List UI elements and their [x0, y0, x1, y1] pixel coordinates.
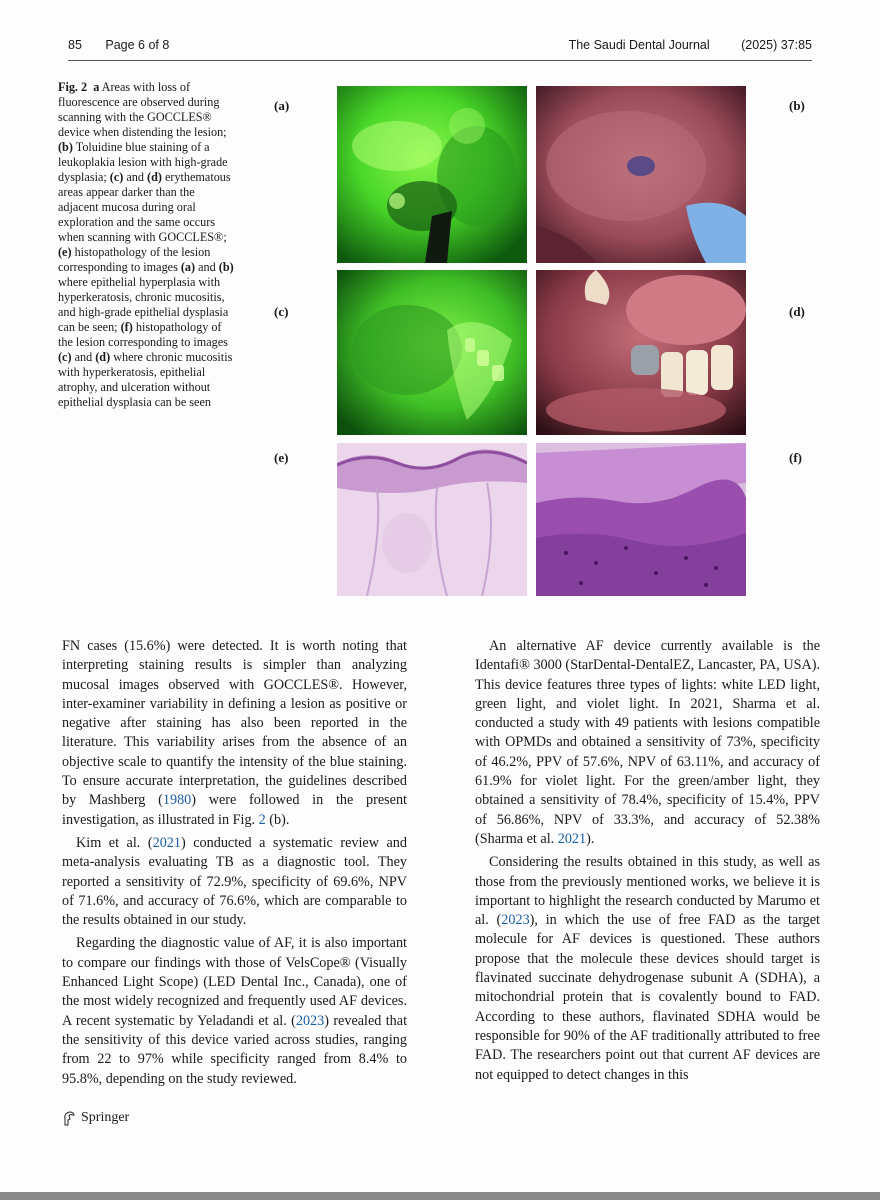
figure-panel-b-toluidine-image: [536, 86, 746, 263]
paragraph: [475, 637, 820, 849]
figure-panel-f-histology-image: [536, 443, 746, 596]
caption-fig-label: Fig. 2: [58, 80, 88, 94]
caption-e: (e): [58, 245, 72, 259]
paragraph-text: Kim et al. (: [76, 834, 153, 851]
caption-text: and: [123, 170, 148, 184]
caption-text: Toluidine blue staining of a leukoplakia lesion with high-grade dysplasia;: [58, 140, 228, 184]
figure-label-c: (c): [274, 304, 289, 319]
body-column-left: [62, 637, 407, 1089]
citation-link[interactable]: 2021: [152, 834, 181, 851]
viewer-bottom-bar: [0, 1192, 880, 1200]
year-volume: (2025) 37:85: [741, 38, 812, 52]
paragraph: [62, 834, 407, 930]
figure-label-f: (f): [789, 450, 802, 465]
running-header: [68, 38, 812, 58]
figure-link[interactable]: 2: [258, 811, 266, 828]
citation-link[interactable]: 2023: [501, 912, 530, 929]
paragraph-text: ) were followed in the present investigation, as illustrated in Fig.: [62, 792, 407, 828]
springer-horse-icon: [62, 1110, 76, 1126]
figure-panel-e-histology-image: [337, 443, 527, 596]
citation-link[interactable]: 1980: [162, 792, 192, 809]
paragraph: [475, 853, 820, 1085]
figure-label-a: (a): [274, 98, 290, 113]
figure-label-d: (d): [789, 304, 805, 319]
page-of: Page 6 of 8: [105, 38, 170, 52]
caption-c: (c): [58, 350, 72, 364]
paragraph-text: Regarding the diagnostic value of AF, it is also important to compare our findings with those of VelsCope® (Visually Enhanced Light Scope) (LED Dental Inc., Canada), one of the most widely recognized and frequently used AF devices. A recent systematic by Yeladandi et al. (: [62, 935, 407, 1029]
caption-d: (d): [147, 170, 162, 184]
body-column-right: [475, 637, 820, 1085]
publisher-footer: [62, 1110, 129, 1126]
caption-text: Areas with loss of fluorescence are observed during scanning with the GOCCLES® device when distending the lesion;: [58, 80, 227, 139]
paragraph-text: (b).: [265, 811, 290, 828]
caption-a: a: [93, 80, 100, 94]
caption-c: (c): [109, 170, 124, 184]
citation-link[interactable]: 2021: [557, 830, 587, 847]
caption-text: where epithelial hyperplasia with hyperkeratosis, chronic mucositis, and high-grade epithelial dysplasia can be seen;: [58, 275, 229, 334]
figure-panel-d-clinical-image: [536, 270, 746, 435]
publisher-name: Springer: [81, 1110, 130, 1125]
paragraph-text: An alternative AF device currently available is the Identafi® 3000 (StarDental-DentalEZ, Lancaster, PA, USA). This device features three types of lights: white LED light, green light, and violet light. In 2021, Sharma et al. conducted a study with 49 patients with lesions compatible with OPMDs and obtained a sensitivity of 73%, specificity of 46.2%, PPV of 57.6%, NPV of 63.11%, and accuracy of 61.9% for violet light. For the green/amber light, they obtained a sensitivity of 78.4%, specificity of 15.4%, PPV of 56.86%, NPV of 33.3%, and accuracy of 52.38% (Sharma et al.: [475, 638, 820, 847]
page-number: 85: [68, 38, 82, 52]
paragraph-text: ) conducted a systematic review and meta-analysis evaluating TB as a diagnostic tool. They reported a sensitivity of 72.9%, specificity of 69.6%, NPV of 71.6%, and accuracy of 76.6%, which are comparable to the results obtained in our study.: [62, 834, 407, 929]
caption-text: histopathology of the lesion corresponding to images: [58, 245, 211, 274]
journal-name: The Saudi Dental Journal: [568, 38, 710, 52]
caption-b: (b): [58, 140, 73, 154]
figure-panel-c-fluorescence-image: [337, 270, 527, 435]
caption-b: (b): [218, 260, 234, 274]
paragraph: [62, 637, 407, 830]
header-rule: [68, 60, 812, 61]
caption-text: erythematous areas appear darker than the adjacent mucosa during oral exploration and the same occurs when scanning with GOCCLES®;: [58, 170, 231, 244]
citation-link[interactable]: 2023: [295, 1012, 325, 1029]
caption-f: (f): [120, 320, 133, 334]
paragraph-text: FN cases (15.6%) were detected. It is worth noting that interpreting staining results is simpler than analyzing mucosal images observed with GOCCLES®. However, inter-examiner variability in defining a lesion as positive or negative after staining has also been reported in the literature. This variability arises from the absence of an objective scale to quantify the intensity of the blue staining. To ensure accurate interpretation, the guidelines described by Mashberg (: [62, 638, 407, 809]
paragraph-text: Considering the results obtained in this study, as well as those from the previously mentioned works, we believe it is important to highlight the research conducted by Marumo et al. (: [475, 854, 820, 929]
figure-label-b: (b): [789, 98, 805, 113]
caption-d: (d): [95, 350, 111, 364]
paragraph-text: ) revealed that the sensitivity of this device varied across studies, ranging from 22 to 97% while specificity ranged from 8.4% to 95.8%, depending on the study reviewed.: [62, 1012, 408, 1087]
figure-label-e: (e): [274, 450, 289, 465]
caption-text: and: [195, 260, 219, 274]
paragraph-text: ), in which the use of free FAD as the target molecule for AF devices is questioned. These authors propose that the molecule these devices should target is flavinated succinate dehydrogenase subunit A (SDHA), a mitochondrial protein that is covalently bound to FAD. According to these authors, flavinated SDHA would be responsible for 90% of the AF traditionally attributed to free FAD. The researchers point out that current AF devices are not equipped to detect changes in this: [475, 912, 821, 1083]
figure-panel-a-fluorescence-image: [337, 86, 527, 263]
caption-text: and: [71, 350, 96, 364]
figure-caption: [58, 80, 238, 410]
caption-a: (a): [180, 260, 196, 274]
paragraph: [62, 934, 407, 1088]
paragraph-text: ).: [586, 830, 595, 847]
caption-text: histopathology of the lesion corresponding to images: [58, 320, 228, 349]
caption-text: where chronic mucositis with hyperkeratosis, epithelial atrophy, and ulceration without epithelial dysplasia can be seen: [58, 350, 233, 409]
